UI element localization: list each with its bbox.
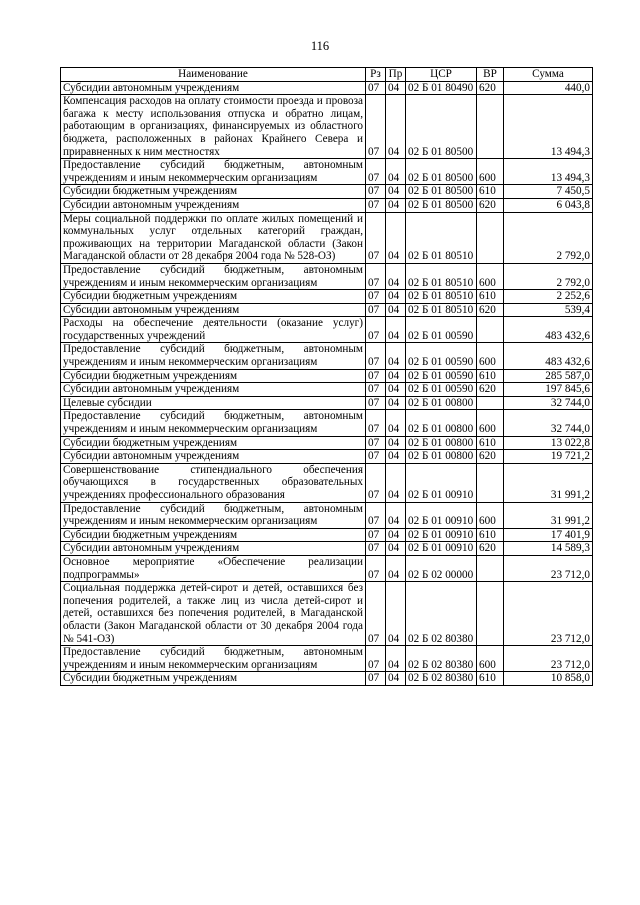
table-row	[61, 95, 593, 159]
row-vr: 600	[477, 263, 504, 289]
row-sum: 10 858,0	[504, 672, 593, 686]
header-sum: Сумма	[504, 68, 593, 82]
table-row	[61, 383, 593, 397]
row-csr: 02 Б 01 80500	[406, 198, 477, 212]
budget-table	[60, 67, 593, 686]
row-sum: 14 589,3	[504, 542, 593, 556]
table-row	[61, 410, 593, 436]
table-row	[61, 396, 593, 410]
row-sum: 23 712,0	[504, 646, 593, 672]
row-rz: 07	[366, 303, 386, 317]
row-name: Субсидии автономным учреждениям	[61, 81, 366, 95]
row-rz: 07	[366, 159, 386, 185]
row-rz: 07	[366, 81, 386, 95]
row-rz: 07	[366, 646, 386, 672]
row-vr	[477, 463, 504, 502]
row-csr: 02 Б 01 00910	[406, 463, 477, 502]
row-name: Предоставление субсидий бюджетным, автономным учреждениям и иным некоммерческим организациям	[61, 646, 366, 672]
row-name: Субсидии бюджетным учреждениям	[61, 369, 366, 383]
table-row	[61, 185, 593, 199]
row-pr: 04	[386, 369, 406, 383]
row-csr: 02 Б 01 80510	[406, 263, 477, 289]
row-csr: 02 Б 01 00800	[406, 436, 477, 450]
row-pr: 04	[386, 672, 406, 686]
table-header	[61, 68, 593, 82]
row-vr: 610	[477, 290, 504, 304]
row-vr: 610	[477, 528, 504, 542]
row-name: Компенсация расходов на оплату стоимости проезда и провоза багажа к месту использования отпуска и обратно лицам, работающим в организациях, финансируемых из областного бюджета, расположенных в районах Крайнего Севера и приравненных к ним местностях	[61, 95, 366, 159]
table-row	[61, 81, 593, 95]
row-pr: 04	[386, 185, 406, 199]
row-pr: 04	[386, 502, 406, 528]
row-vr: 610	[477, 436, 504, 450]
row-csr: 02 Б 01 00800	[406, 450, 477, 464]
row-sum: 2 792,0	[504, 263, 593, 289]
row-vr: 600	[477, 646, 504, 672]
row-vr: 610	[477, 672, 504, 686]
row-csr: 02 Б 01 00590	[406, 369, 477, 383]
row-csr: 02 Б 01 80490	[406, 81, 477, 95]
row-vr	[477, 212, 504, 263]
row-sum: 32 744,0	[504, 396, 593, 410]
row-vr: 600	[477, 410, 504, 436]
row-pr: 04	[386, 263, 406, 289]
row-sum: 23 712,0	[504, 555, 593, 581]
row-rz: 07	[366, 542, 386, 556]
row-sum: 2 792,0	[504, 212, 593, 263]
row-csr: 02 Б 01 80500	[406, 185, 477, 199]
row-sum: 285 587,0	[504, 369, 593, 383]
row-sum: 440,0	[504, 81, 593, 95]
row-vr: 610	[477, 185, 504, 199]
row-vr	[477, 396, 504, 410]
header-name: Наименование	[61, 68, 366, 82]
row-name: Предоставление субсидий бюджетным, автономным учреждениям и иным некоммерческим организациям	[61, 159, 366, 185]
row-name: Субсидии автономным учреждениям	[61, 542, 366, 556]
table-row	[61, 646, 593, 672]
row-rz: 07	[366, 396, 386, 410]
row-rz: 07	[366, 185, 386, 199]
row-rz: 07	[366, 263, 386, 289]
row-csr: 02 Б 01 00800	[406, 410, 477, 436]
table-row	[61, 450, 593, 464]
row-name: Предоставление субсидий бюджетным, автономным учреждениям и иным некоммерческим организациям	[61, 343, 366, 369]
row-pr: 04	[386, 303, 406, 317]
row-sum: 6 043,8	[504, 198, 593, 212]
row-sum: 17 401,9	[504, 528, 593, 542]
row-pr: 04	[386, 290, 406, 304]
row-sum: 13 022,8	[504, 436, 593, 450]
page-number: 116	[310, 39, 330, 53]
row-vr: 600	[477, 343, 504, 369]
row-name: Субсидии бюджетным учреждениям	[61, 185, 366, 199]
header-rz: Рз	[366, 68, 386, 82]
row-rz: 07	[366, 582, 386, 646]
row-csr: 02 Б 02 00000	[406, 555, 477, 581]
row-name: Субсидии бюджетным учреждениям	[61, 290, 366, 304]
row-vr: 620	[477, 450, 504, 464]
row-vr	[477, 317, 504, 343]
row-pr: 04	[386, 212, 406, 263]
row-rz: 07	[366, 212, 386, 263]
row-csr: 02 Б 02 80380	[406, 646, 477, 672]
row-pr: 04	[386, 450, 406, 464]
row-csr: 02 Б 01 00910	[406, 502, 477, 528]
row-vr: 620	[477, 198, 504, 212]
row-vr: 610	[477, 369, 504, 383]
row-pr: 04	[386, 317, 406, 343]
row-vr: 600	[477, 159, 504, 185]
row-rz: 07	[366, 383, 386, 397]
row-pr: 04	[386, 646, 406, 672]
row-sum: 13 494,3	[504, 95, 593, 159]
row-pr: 04	[386, 463, 406, 502]
row-csr: 02 Б 01 80510	[406, 303, 477, 317]
row-vr	[477, 582, 504, 646]
table-row	[61, 198, 593, 212]
table-row	[61, 542, 593, 556]
row-vr: 620	[477, 383, 504, 397]
row-rz: 07	[366, 369, 386, 383]
row-name: Субсидии автономным учреждениям	[61, 450, 366, 464]
row-pr: 04	[386, 528, 406, 542]
row-csr: 02 Б 01 00590	[406, 317, 477, 343]
row-csr: 02 Б 01 00910	[406, 528, 477, 542]
row-rz: 07	[366, 463, 386, 502]
table-row	[61, 212, 593, 263]
row-name: Расходы на обеспечение деятельности (оказание услуг) государственных учреждений	[61, 317, 366, 343]
row-vr: 620	[477, 542, 504, 556]
row-csr: 02 Б 01 00590	[406, 383, 477, 397]
table-row	[61, 502, 593, 528]
row-csr: 02 Б 02 80380	[406, 582, 477, 646]
table-row	[61, 317, 593, 343]
row-name: Субсидии автономным учреждениям	[61, 198, 366, 212]
row-pr: 04	[386, 542, 406, 556]
row-rz: 07	[366, 198, 386, 212]
table-row	[61, 290, 593, 304]
row-name: Субсидии автономным учреждениям	[61, 303, 366, 317]
row-pr: 04	[386, 95, 406, 159]
row-rz: 07	[366, 450, 386, 464]
row-rz: 07	[366, 343, 386, 369]
row-rz: 07	[366, 502, 386, 528]
row-name: Предоставление субсидий бюджетным, автономным учреждениям и иным некоммерческим организациям	[61, 502, 366, 528]
row-name: Целевые субсидии	[61, 396, 366, 410]
header-vr: ВР	[477, 68, 504, 82]
table-row	[61, 555, 593, 581]
row-csr: 02 Б 01 00800	[406, 396, 477, 410]
row-vr: 600	[477, 502, 504, 528]
row-csr: 02 Б 01 80500	[406, 95, 477, 159]
table-row	[61, 463, 593, 502]
row-csr: 02 Б 01 80500	[406, 159, 477, 185]
row-rz: 07	[366, 436, 386, 450]
table-row	[61, 436, 593, 450]
row-csr: 02 Б 02 80380	[406, 672, 477, 686]
row-sum: 2 252,6	[504, 290, 593, 304]
row-name: Субсидии бюджетным учреждениям	[61, 672, 366, 686]
row-pr: 04	[386, 343, 406, 369]
table-row	[61, 343, 593, 369]
table-row	[61, 528, 593, 542]
table-row	[61, 263, 593, 289]
row-rz: 07	[366, 317, 386, 343]
row-vr: 620	[477, 81, 504, 95]
row-sum: 483 432,6	[504, 317, 593, 343]
row-pr: 04	[386, 582, 406, 646]
row-pr: 04	[386, 198, 406, 212]
row-vr	[477, 95, 504, 159]
row-sum: 19 721,2	[504, 450, 593, 464]
row-sum: 197 845,6	[504, 383, 593, 397]
row-pr: 04	[386, 396, 406, 410]
row-sum: 7 450,5	[504, 185, 593, 199]
row-sum: 13 494,3	[504, 159, 593, 185]
header-pr: Пр	[386, 68, 406, 82]
table-row	[61, 159, 593, 185]
row-pr: 04	[386, 410, 406, 436]
table-body	[61, 81, 593, 685]
table-row	[61, 582, 593, 646]
table-row	[61, 672, 593, 686]
row-sum: 483 432,6	[504, 343, 593, 369]
row-sum: 31 991,2	[504, 502, 593, 528]
header-row	[61, 68, 593, 82]
row-name: Предоставление субсидий бюджетным, автономным учреждениям и иным некоммерческим организациям	[61, 263, 366, 289]
row-vr	[477, 555, 504, 581]
row-name: Субсидии бюджетным учреждениям	[61, 528, 366, 542]
row-sum: 31 991,2	[504, 463, 593, 502]
table-row	[61, 369, 593, 383]
row-rz: 07	[366, 410, 386, 436]
header-csr: ЦСР	[406, 68, 477, 82]
row-rz: 07	[366, 672, 386, 686]
row-name: Основное мероприятие «Обеспечение реализации подпрограммы»	[61, 555, 366, 581]
row-csr: 02 Б 01 80510	[406, 212, 477, 263]
row-csr: 02 Б 01 00910	[406, 542, 477, 556]
row-rz: 07	[366, 290, 386, 304]
row-csr: 02 Б 01 00590	[406, 343, 477, 369]
row-rz: 07	[366, 528, 386, 542]
row-csr: 02 Б 01 80510	[406, 290, 477, 304]
row-name: Социальная поддержка детей-сирот и детей, оставшихся без попечения родителей, а также лиц из числа детей-сирот и детей, оставшихся без попечения родителей, в Магаданской области (Закон Магаданской области от 30 декабря 2004 года № 541-ОЗ)	[61, 582, 366, 646]
row-rz: 07	[366, 95, 386, 159]
row-sum: 539,4	[504, 303, 593, 317]
row-pr: 04	[386, 383, 406, 397]
row-pr: 04	[386, 81, 406, 95]
row-sum: 32 744,0	[504, 410, 593, 436]
row-name: Предоставление субсидий бюджетным, автономным учреждениям и иным некоммерческим организациям	[61, 410, 366, 436]
row-sum: 23 712,0	[504, 582, 593, 646]
row-pr: 04	[386, 436, 406, 450]
row-rz: 07	[366, 555, 386, 581]
row-name: Меры социальной поддержки по оплате жилых помещений и коммунальных услуг отдельных категорий граждан, проживающих на территории Магаданской области (Закон Магаданской области от 28 декабря 2004 года № 528-ОЗ)	[61, 212, 366, 263]
row-vr: 620	[477, 303, 504, 317]
row-pr: 04	[386, 555, 406, 581]
row-name: Совершенствование стипендиального обеспечения обучающихся в государственных образовательных учреждениях профессионального образования	[61, 463, 366, 502]
row-name: Субсидии автономным учреждениям	[61, 383, 366, 397]
row-name: Субсидии бюджетным учреждениям	[61, 436, 366, 450]
table-row	[61, 303, 593, 317]
row-pr: 04	[386, 159, 406, 185]
